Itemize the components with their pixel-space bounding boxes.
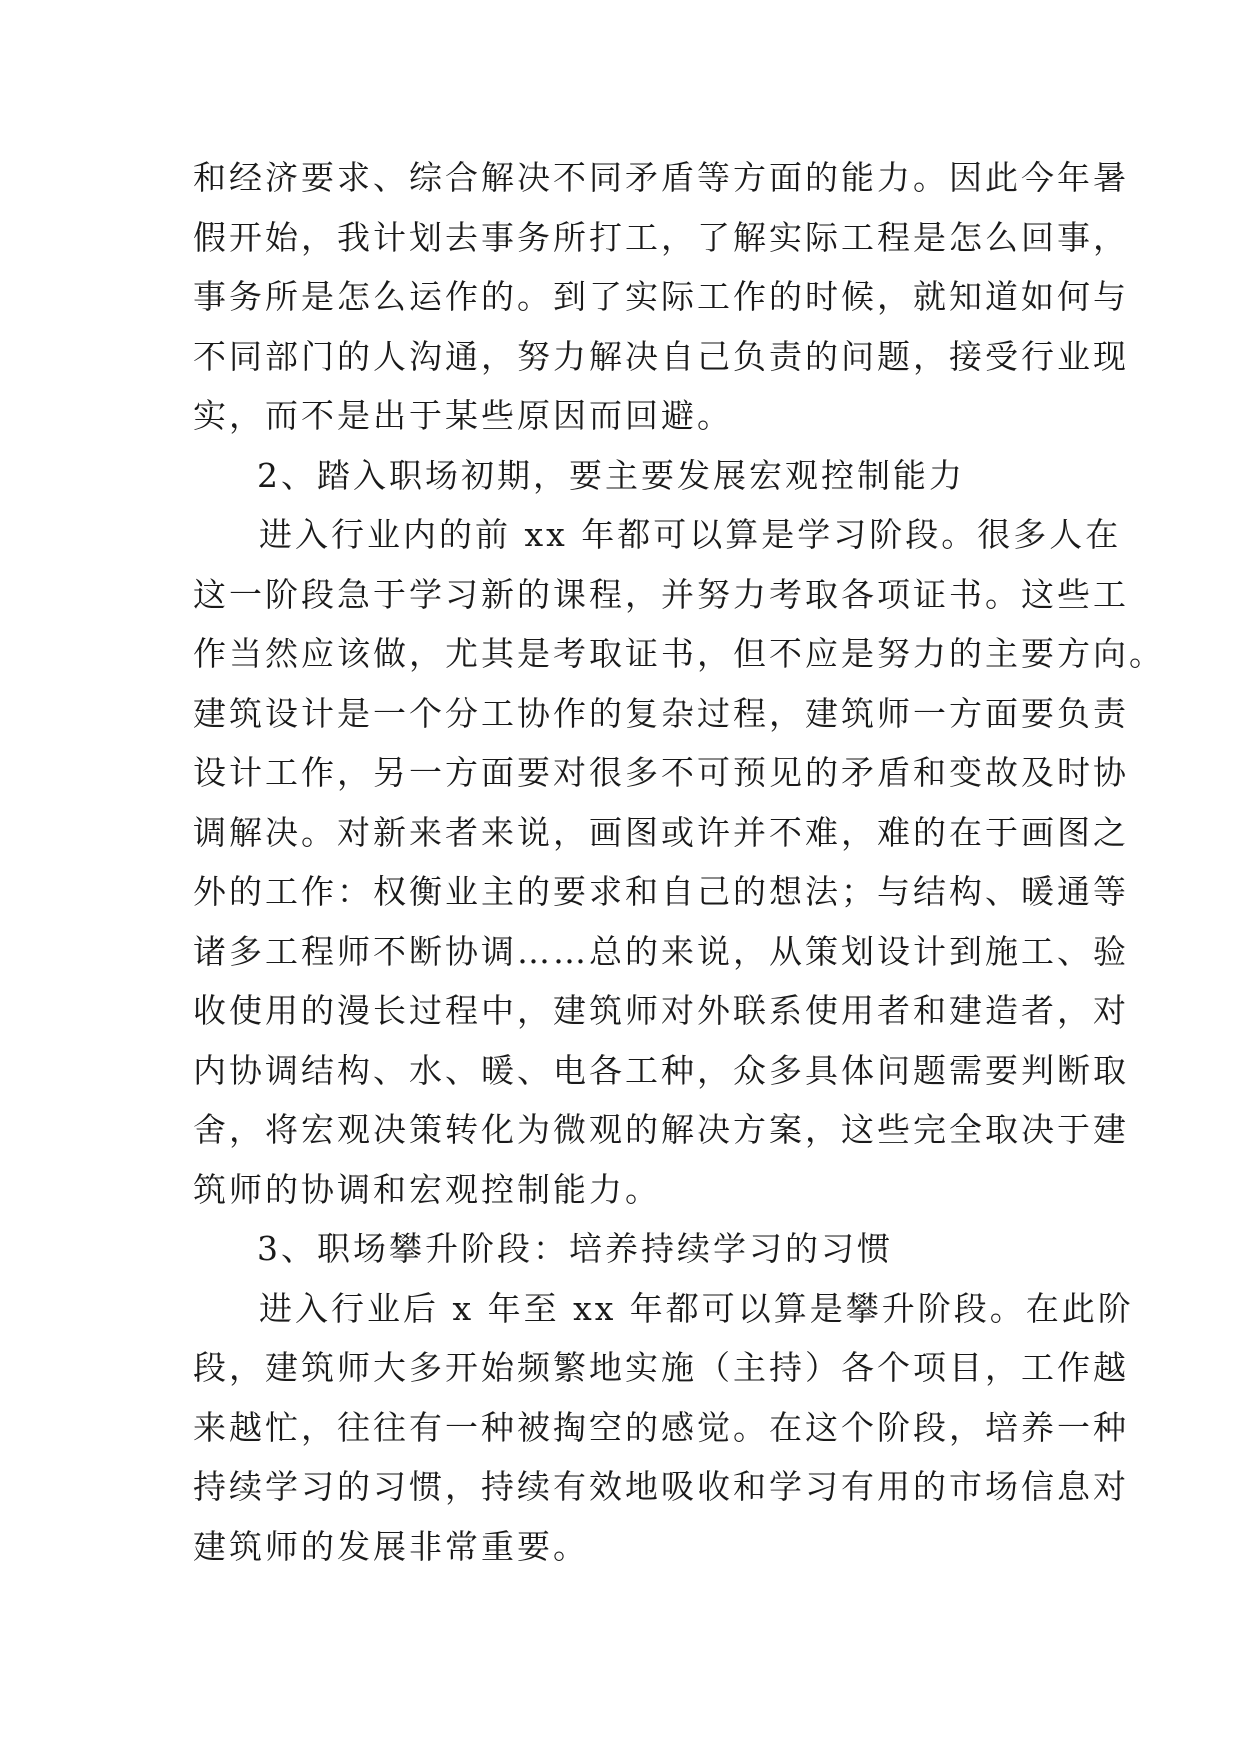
paragraph-line: 来越忙，往往有一种被掏空的感觉。在这个阶段，培养一种	[193, 1407, 1129, 1447]
paragraph-line: 建筑师的发展非常重要。	[193, 1526, 589, 1566]
paragraph-line: 建筑设计是一个分工协作的复杂过程，建筑师一方面要负责	[193, 693, 1129, 733]
paragraph-line: 实，而不是出于某些原因而回避。	[193, 396, 733, 435]
paragraph-line: 收使用的漫长过程中，建筑师对外联系使用者和建造者，对	[193, 991, 1129, 1030]
section-heading-2: 2、踏入职场初期，要主要发展宏观控制能力	[257, 455, 965, 495]
paragraph-line: 事务所是怎么运作的。到了实际工作的时候，就知道如何与	[193, 277, 1129, 316]
paragraph-line: 这一阶段急于学习新的课程，并努力考取各项证书。这些工	[193, 574, 1129, 614]
section-heading-3: 3、职场攀升阶段：培养持续学习的习惯	[257, 1229, 893, 1268]
paragraph-line: 舍，将宏观决策转化为微观的解决方案，这些完全取决于建	[193, 1110, 1129, 1149]
paragraph-line: 假开始，我计划去事务所打工，了解实际工程是怎么回事，	[193, 217, 1129, 257]
paragraph-line: 和经济要求、综合解决不同矛盾等方面的能力。因此今年暑	[193, 158, 1129, 197]
document-body	[193, 148, 1165, 1576]
paragraph-line: 进入行业后 x 年至 xx 年都可以算是攀升阶段。在此阶	[259, 1288, 1134, 1328]
paragraph-line: 持续学习的习惯，持续有效地吸收和学习有用的市场信息对	[193, 1467, 1129, 1506]
paragraph-line: 不同部门的人沟通，努力解决自己负责的问题，接受行业现	[193, 336, 1129, 376]
paragraph-line: 作当然应该做，尤其是考取证书，但不应是努力的主要方向。	[193, 634, 1165, 673]
paragraph-line: 诸多工程师不断协调……总的来说，从策划设计到施工、验	[193, 931, 1129, 971]
paragraph-line: 设计工作，另一方面要对很多不可预见的矛盾和变故及时协	[193, 753, 1129, 792]
paragraph-line: 进入行业内的前 xx 年都可以算是学习阶段。很多人在	[259, 515, 1122, 554]
paragraph-line: 段，建筑师大多开始频繁地实施（主持）各个项目，工作越	[193, 1348, 1129, 1387]
paragraph-line: 调解决。对新来者来说，画图或许并不难，难的在于画图之	[193, 812, 1129, 852]
paragraph-line: 内协调结构、水、暖、电各工种，众多具体问题需要判断取	[193, 1050, 1129, 1090]
paragraph-line: 筑师的协调和宏观控制能力。	[193, 1169, 661, 1209]
paragraph-line: 外的工作：权衡业主的要求和自己的想法；与结构、暖通等	[193, 872, 1129, 911]
